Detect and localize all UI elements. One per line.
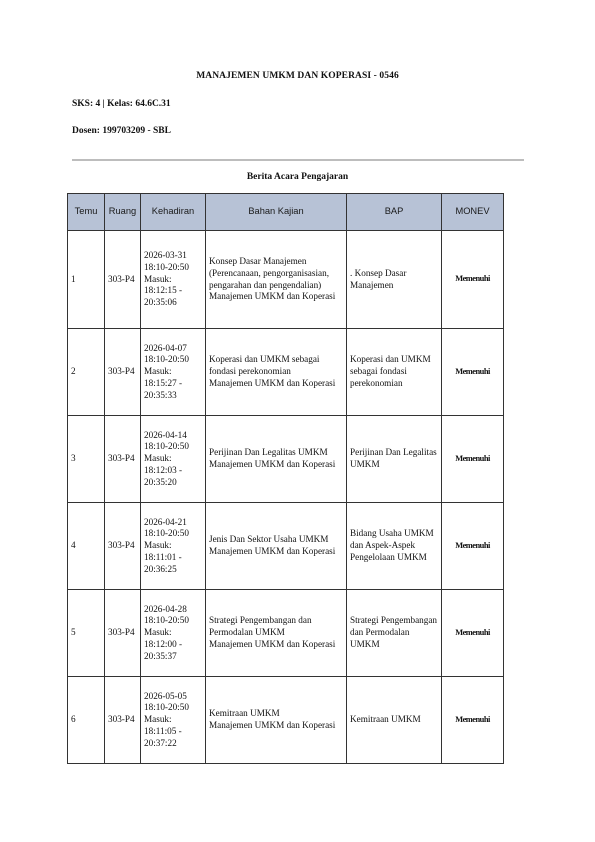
kehadiran-date: 2026-04-28: [144, 603, 187, 614]
bahan-course: Manajemen UMKM dan Koperasi: [209, 638, 336, 649]
bahan-topic: Kemitraan UMKM: [209, 708, 280, 719]
cell-temu: 2: [68, 329, 105, 416]
bahan-course: Manajemen UMKM dan Koperasi: [209, 377, 336, 388]
cell-ruang: 303-P4: [105, 503, 141, 590]
header-bap: BAP: [347, 194, 442, 231]
cell-monev: Memenuhi: [442, 231, 504, 329]
bahan-course: Manajemen UMKM dan Koperasi: [209, 720, 336, 730]
kehadiran-schedule: 18:10-20:50: [144, 441, 189, 452]
cell-bap: Strategi Pengembangan dan Permodalan UMKM: [347, 590, 442, 677]
kehadiran-time: 18:15:27 - 20:35:33: [144, 377, 183, 400]
cell-monev: Memenuhi: [442, 329, 504, 416]
bahan-topic: Jenis Dan Sektor Usaha UMKM: [209, 534, 329, 545]
table-header-row: [68, 194, 504, 231]
kehadiran-masuk-label: Masuk:: [144, 273, 172, 284]
kehadiran-date: 2026-03-31: [144, 250, 187, 261]
kehadiran-masuk-label: Masuk:: [144, 540, 172, 551]
bahan-course: Manajemen UMKM dan Koperasi: [209, 546, 336, 556]
kehadiran-date: 2026-04-14: [144, 429, 187, 440]
cell-ruang: 303-P4: [105, 231, 141, 329]
bahan-topic: Perijinan Dan Legalitas UMKM: [209, 447, 328, 458]
bahan-topic: Konsep Dasar Manajemen (Perencanaan, pengorganisasian, pengarahan dan pengendalian): [209, 255, 329, 290]
kehadiran-schedule: 18:10-20:50: [144, 702, 189, 713]
kehadiran-masuk-label: Masuk:: [144, 714, 172, 725]
kehadiran-schedule: 18:10-20:50: [144, 528, 189, 539]
table-row: [68, 416, 504, 503]
cell-bahan-kajian: [206, 503, 347, 590]
cell-bap: Bidang Usaha UMKM dan Aspek-Aspek Pengelolaan UMKM: [347, 503, 442, 590]
section-divider: [72, 159, 524, 161]
header-temu: Temu: [68, 194, 105, 231]
bahan-course: Manajemen UMKM dan Koperasi: [209, 291, 336, 302]
dosen-line: Dosen: 199703209 - SBL: [72, 126, 171, 136]
cell-bap: Perijinan Dan Legalitas UMKM: [347, 416, 442, 503]
table-row: [68, 231, 504, 329]
cell-temu: 1: [68, 231, 105, 329]
course-title: MANAJEMEN UMKM DAN KOPERASI - 0546: [196, 71, 399, 81]
cell-kehadiran: [141, 231, 206, 329]
cell-temu: 4: [68, 503, 105, 590]
table-row: [68, 329, 504, 416]
cell-bahan-kajian: [206, 231, 347, 329]
cell-bahan-kajian: [206, 677, 347, 764]
kehadiran-masuk-label: Masuk:: [144, 453, 172, 464]
kehadiran-time: 18:12:15 - 20:35:06: [144, 285, 183, 308]
cell-temu: 3: [68, 416, 105, 503]
bahan-topic: Strategi Pengembangan dan Permodalan UMKM: [209, 615, 312, 638]
kehadiran-time: 18:12:03 - 20:35:20: [144, 464, 183, 487]
cell-kehadiran: [141, 503, 206, 590]
cell-kehadiran: [141, 590, 206, 677]
kehadiran-time: 18:12:00 - 20:35:37: [144, 638, 183, 661]
kehadiran-schedule: 18:10-20:50: [144, 615, 189, 626]
header-monev: MONEV: [442, 194, 504, 231]
table-row: [68, 677, 504, 764]
cell-monev: Memenuhi: [442, 416, 504, 503]
kehadiran-date: 2026-05-05: [144, 690, 187, 701]
kehadiran-time: 18:11:05 - 20:37:22: [144, 725, 182, 748]
cell-kehadiran: [141, 416, 206, 503]
cell-monev: Memenuhi: [442, 503, 504, 590]
cell-bap: Koperasi dan UMKM sebagai fondasi perekonomian: [347, 329, 442, 416]
kehadiran-date: 2026-04-07: [144, 342, 187, 353]
cell-bap: . Konsep Dasar Manajemen: [347, 231, 442, 329]
header-ruang: Ruang: [105, 194, 141, 231]
cell-bahan-kajian: [206, 416, 347, 503]
header-bahan-kajian: Bahan Kajian: [206, 194, 347, 231]
kehadiran-date: 2026-04-21: [144, 516, 187, 527]
table-caption: Berita Acara Pengajaran: [246, 172, 349, 182]
table-row: [68, 590, 504, 677]
teaching-record-table: [67, 193, 504, 764]
cell-ruang: 303-P4: [105, 416, 141, 503]
cell-bap: Kemitraan UMKM: [347, 677, 442, 764]
cell-monev: Memenuhi: [442, 677, 504, 764]
cell-bahan-kajian: [206, 329, 347, 416]
kehadiran-schedule: 18:10-20:50: [144, 354, 189, 365]
sks-kelas-line: SKS: 4 | Kelas: 64.6C.31: [72, 99, 171, 109]
cell-ruang: 303-P4: [105, 677, 141, 764]
cell-temu: 6: [68, 677, 105, 764]
cell-kehadiran: [141, 329, 206, 416]
table-row: [68, 503, 504, 590]
bahan-course: Manajemen UMKM dan Koperasi: [209, 459, 336, 469]
cell-ruang: 303-P4: [105, 590, 141, 677]
kehadiran-masuk-label: Masuk:: [144, 366, 172, 377]
header-kehadiran: Kehadiran: [141, 194, 206, 231]
cell-temu: 5: [68, 590, 105, 677]
cell-kehadiran: [141, 677, 206, 764]
kehadiran-schedule: 18:10-20:50: [144, 261, 189, 272]
cell-monev: Memenuhi: [442, 590, 504, 677]
cell-ruang: 303-P4: [105, 329, 141, 416]
cell-bahan-kajian: [206, 590, 347, 677]
bahan-topic: Koperasi dan UMKM sebagai fondasi perekonomian: [209, 354, 320, 377]
kehadiran-masuk-label: Masuk:: [144, 627, 172, 638]
kehadiran-time: 18:11:01 - 20:36:25: [144, 551, 182, 574]
